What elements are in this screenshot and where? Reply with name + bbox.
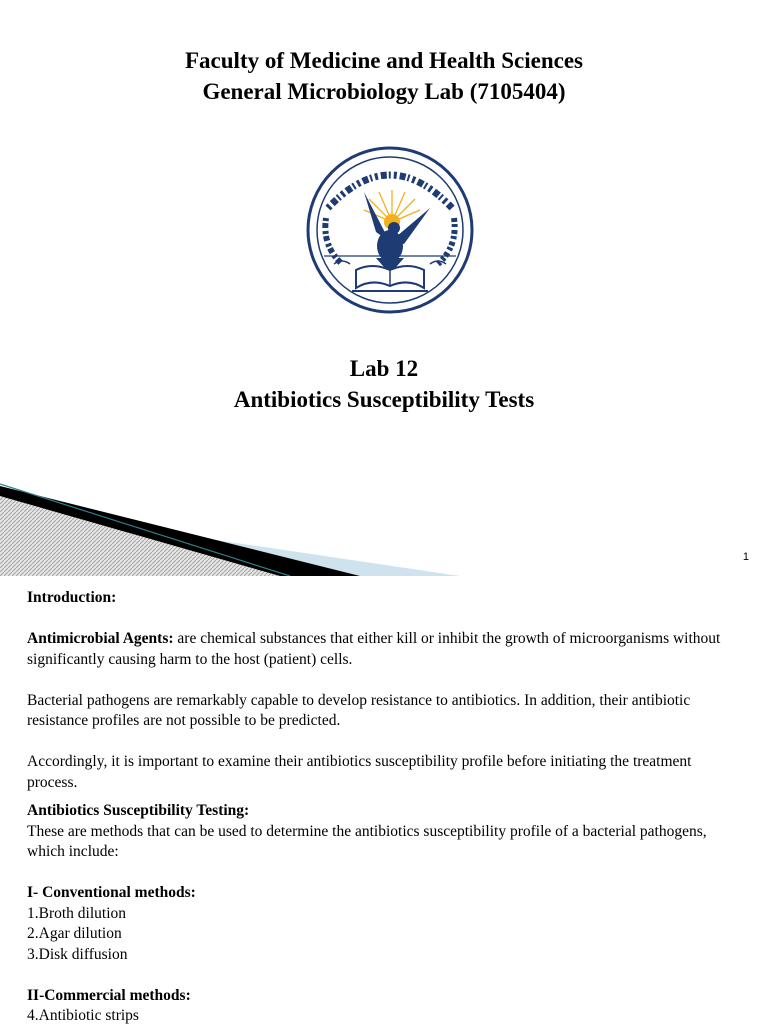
ast-heading: Antibiotics Susceptibility Testing: [27,802,250,819]
antimicrobial-paragraph [27,629,742,670]
faculty-title: Faculty of Medicine and Health Sciences [185,48,583,73]
commercial-heading: II-Commercial methods: [27,986,191,1004]
conventional-heading: I- Conventional methods: [27,884,196,901]
document-body [27,588,742,1027]
lab-title [0,353,768,415]
accordingly-paragraph: Accordingly, it is important to examine their antibiotics susceptibility profile before initiating the treatment process. [27,753,692,791]
lab-number: Lab 12 [349,356,419,381]
lab-topic: Antibiotics Susceptibility Tests [233,387,535,412]
list-item: 2.Agar dilution [27,925,122,942]
antimicrobial-definition: are chemical substances that either kill or inhibit the growth of microorganisms without significantly causing harm to the host (patient) cells. [27,630,721,668]
page-number: 1 [742,551,749,563]
slide-title [0,45,768,107]
ast-intro: These are methods that can be used to determine the antibiotics susceptibility profile of a bacterial pathogens, which include: [27,822,707,860]
antimicrobial-term: Antimicrobial Agents: [27,630,174,647]
decorative-corner-stripes [0,480,460,576]
introduction-heading: Introduction: [27,589,117,606]
course-title: General Microbiology Lab (7105404) [202,79,566,104]
university-seal-icon [306,146,474,314]
list-item: 4.Antibiotic strips [27,1007,139,1024]
list-item: 1.Broth dilution [27,904,127,922]
resistance-paragraph: Bacterial pathogens are remarkably capable to develop resistance to antibiotics. In addition, their antibiotic resistance profiles are not possible to be predicted. [27,691,691,729]
list-item: 3.Disk diffusion [27,945,128,963]
